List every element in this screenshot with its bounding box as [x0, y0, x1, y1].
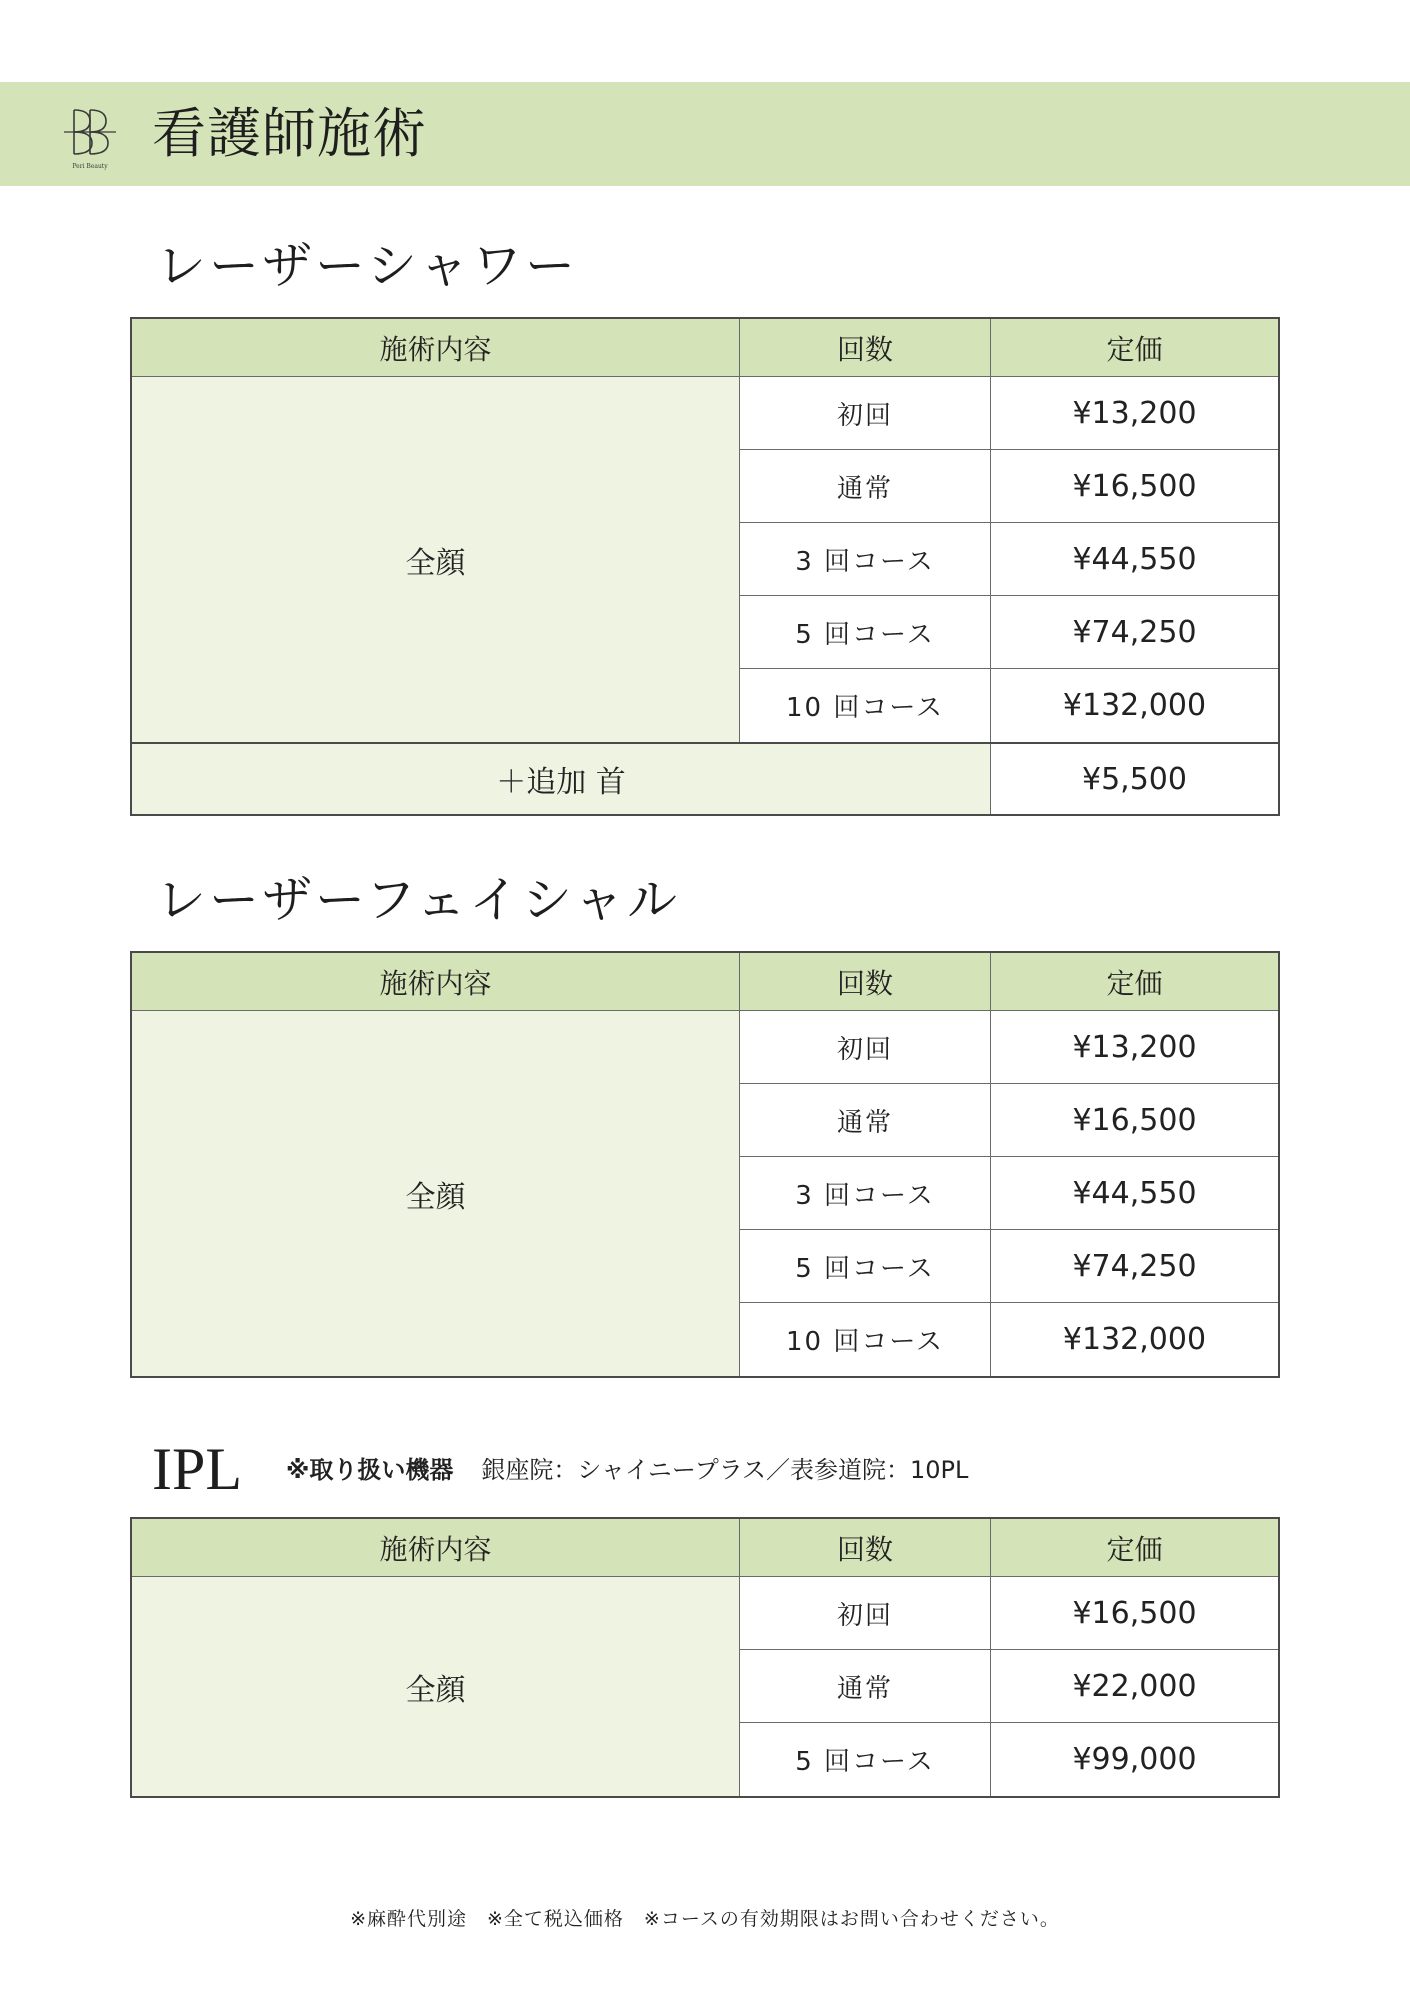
count-cell: 通常: [740, 1084, 991, 1156]
price-cell: ¥22,000: [1072, 1668, 1197, 1704]
count-cell: 初回: [740, 1011, 991, 1083]
price-cell: ¥74,250: [1072, 614, 1197, 650]
treatment-area-cell: 全顔: [132, 1011, 740, 1376]
count-cell: 5 回コース: [740, 1230, 991, 1302]
table-row: [740, 1011, 1278, 1084]
price-cell: ¥99,000: [1072, 1742, 1197, 1777]
table-row: [740, 1230, 1278, 1303]
table-row: [740, 669, 1278, 742]
ipl-note-label: ※取り扱い機器: [286, 1456, 454, 1484]
laser-facial-price-table: [130, 951, 1280, 1378]
count-cell: 3 回コース: [740, 1157, 991, 1229]
header-count: 回数: [740, 319, 991, 376]
header-price: 定価: [1106, 1532, 1163, 1566]
addon-price: ¥5,500: [1082, 761, 1187, 797]
header-price: 定価: [1106, 332, 1163, 366]
table-header-row: [132, 953, 1278, 1011]
header-content: 施術内容: [132, 319, 740, 376]
count-cell: 10 回コース: [740, 1303, 991, 1376]
footer-note: ※麻酔代別途 ※全て税込価格 ※コースの有効期限はお問い合わせください。: [350, 1908, 1060, 1930]
count-cell: 3 回コース: [740, 523, 991, 595]
ipl-note-text: 銀座院：シャイニープラス／表参道院：10PL: [481, 1456, 969, 1484]
table-row: [740, 1303, 1278, 1376]
price-cell: ¥74,250: [1072, 1248, 1197, 1284]
count-cell: 初回: [740, 1577, 991, 1649]
header-count: 回数: [740, 953, 991, 1010]
section-title-laser-shower: レーザーシャワー: [156, 237, 578, 295]
table-body: [132, 1011, 1278, 1376]
table-row: [740, 1157, 1278, 1230]
ipl-price-table: [130, 1517, 1280, 1798]
header-count: 回数: [740, 1519, 991, 1576]
count-cell: 5 回コース: [740, 1723, 991, 1796]
table-body: [132, 377, 1278, 742]
treatment-area-cell: 全顔: [132, 377, 740, 742]
header-price: 定価: [1106, 966, 1163, 1000]
table-row: [740, 1723, 1278, 1796]
price-cell: ¥132,000: [1062, 688, 1207, 723]
table-row: [740, 1084, 1278, 1157]
price-cell: ¥44,550: [1072, 1175, 1197, 1211]
count-cell: 5 回コース: [740, 596, 991, 668]
addon-label: ＋追加 首: [132, 744, 991, 814]
price-cell: ¥16,500: [1072, 468, 1197, 504]
count-cell: 10 回コース: [740, 669, 991, 742]
price-cell: ¥16,500: [1072, 1595, 1197, 1631]
ipl-equipment-note: [286, 1454, 968, 1486]
table-row: [740, 1577, 1278, 1650]
price-cell: ¥44,550: [1072, 541, 1197, 577]
price-cell: ¥13,200: [1072, 395, 1197, 431]
count-cell: 通常: [740, 450, 991, 522]
addon-row: [132, 742, 1278, 814]
price-cell: ¥16,500: [1072, 1102, 1197, 1138]
header-content: 施術内容: [132, 953, 740, 1010]
table-row: [740, 450, 1278, 523]
laser-shower-price-table: [130, 317, 1280, 816]
table-row: [740, 377, 1278, 450]
table-body: [132, 1577, 1278, 1796]
header-band: [0, 82, 1410, 186]
price-cell: ¥13,200: [1072, 1029, 1197, 1065]
price-cell: ¥132,000: [1062, 1322, 1207, 1357]
table-row: [740, 1650, 1278, 1723]
treatment-area-cell: 全顔: [132, 1577, 740, 1796]
section-title-laser-facial: レーザーフェイシャル: [156, 871, 680, 929]
section-title-ipl: IPL: [152, 1436, 242, 1502]
count-cell: 通常: [740, 1650, 991, 1722]
table-row: [740, 596, 1278, 669]
brand-logo: [60, 102, 120, 172]
table-header-row: [132, 1519, 1278, 1577]
brand-logo-icon: [60, 102, 120, 172]
page-title: 看護師施術: [152, 102, 427, 165]
header-content: 施術内容: [132, 1519, 740, 1576]
count-cell: 初回: [740, 377, 991, 449]
table-header-row: [132, 319, 1278, 377]
table-row: [740, 523, 1278, 596]
brand-logo-text: Peri Beauty: [72, 163, 108, 170]
